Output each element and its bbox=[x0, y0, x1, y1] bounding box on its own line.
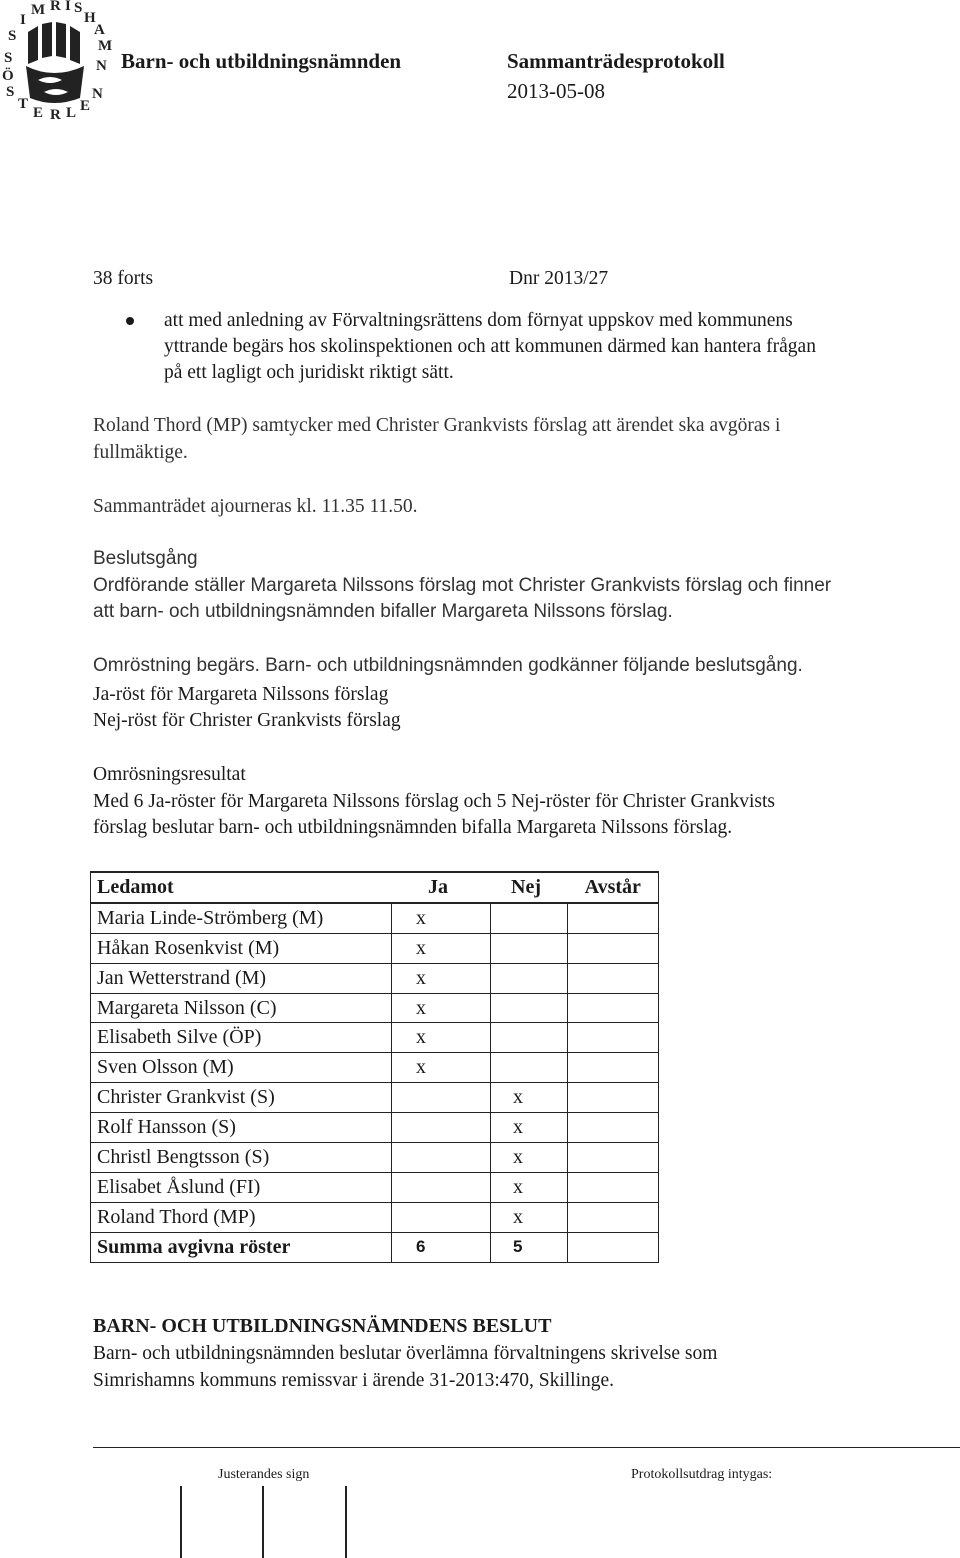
bullet-dot bbox=[126, 317, 134, 325]
svg-text:L: L bbox=[66, 105, 77, 121]
paragraph-line: Roland Thord (MP) samtycker med Christer Grankvists förslag att ärendet ska avgöras i bbox=[93, 415, 781, 436]
abstain-cell bbox=[568, 1083, 659, 1113]
vote-table bbox=[90, 871, 659, 1263]
member-name: Roland Thord (MP) bbox=[91, 1202, 392, 1232]
municipality-seal-logo bbox=[0, 0, 112, 125]
footer-justerandes-sign: Justerandes sign bbox=[218, 1467, 310, 1482]
paragraph-line: fullmäktige. bbox=[93, 442, 188, 463]
paragraph-line: Med 6 Ja-röster för Margareta Nilssons förslag och 5 Nej-röster för Christer Grankvists bbox=[93, 791, 775, 812]
header-date: 2013-05-08 bbox=[507, 79, 605, 103]
summary-yes: 6 bbox=[392, 1232, 491, 1262]
col-header-abstain: Avstår bbox=[568, 872, 659, 903]
no-cell: x bbox=[491, 1202, 568, 1232]
svg-text:S: S bbox=[74, 0, 83, 16]
bullet-line: på ett lagligt och juridiskt riktigt sätt. bbox=[164, 362, 454, 383]
yes-cell: x bbox=[392, 933, 491, 963]
svg-text:S: S bbox=[4, 50, 13, 66]
table-row bbox=[91, 963, 659, 993]
svg-text:T: T bbox=[18, 96, 29, 112]
table-row bbox=[91, 1083, 659, 1113]
yes-cell bbox=[392, 1143, 491, 1173]
no-cell bbox=[491, 1023, 568, 1053]
table-header-row bbox=[91, 872, 659, 903]
table-row bbox=[91, 903, 659, 933]
no-cell: x bbox=[491, 1113, 568, 1143]
table-row bbox=[91, 933, 659, 963]
svg-text:R: R bbox=[50, 107, 61, 123]
svg-text:A: A bbox=[94, 22, 105, 38]
svg-text:S: S bbox=[8, 28, 17, 44]
abstain-cell bbox=[568, 1202, 659, 1232]
yes-cell bbox=[392, 1172, 491, 1202]
member-name: Margareta Nilsson (C) bbox=[91, 993, 392, 1023]
adjourn-note: Sammanträdet ajourneras kl. 11.35 11.50. bbox=[93, 496, 418, 517]
member-name: Sven Olsson (M) bbox=[91, 1053, 392, 1083]
abstain-cell bbox=[568, 1053, 659, 1083]
case-number: Dnr 2013/27 bbox=[509, 268, 609, 289]
svg-text:Ö: Ö bbox=[2, 68, 14, 84]
table-row bbox=[91, 1023, 659, 1053]
no-cell bbox=[491, 933, 568, 963]
svg-text:I: I bbox=[20, 12, 26, 28]
col-header-member: Ledamot bbox=[91, 872, 392, 903]
paragraph-line: Omröstning begärs. Barn- och utbildningsnämnden godkänner följande beslutsgång. bbox=[93, 655, 803, 676]
header-org: Barn- och utbildningsnämnden bbox=[121, 49, 402, 73]
yes-cell: x bbox=[392, 963, 491, 993]
footer-utdrag-label: Protokollsutdrag intygas: bbox=[631, 1467, 773, 1482]
signature-line bbox=[345, 1486, 347, 1558]
svg-text:I: I bbox=[65, 0, 71, 14]
yes-cell bbox=[392, 1202, 491, 1232]
abstain-cell bbox=[568, 933, 659, 963]
no-cell: x bbox=[491, 1143, 568, 1173]
signature-line bbox=[262, 1486, 264, 1558]
summary-no: 5 bbox=[491, 1232, 568, 1262]
member-name: Rolf Hansson (S) bbox=[91, 1113, 392, 1143]
decision-line: Simrishamns kommuns remissvar i ärende 31-2013:470, Skillinge. bbox=[93, 1370, 615, 1391]
svg-text:S: S bbox=[6, 84, 15, 100]
table-row bbox=[91, 1172, 659, 1202]
table-row bbox=[91, 1143, 659, 1173]
yes-cell: x bbox=[392, 993, 491, 1023]
member-name: Christl Bengtsson (S) bbox=[91, 1143, 392, 1173]
svg-text:R: R bbox=[50, 0, 61, 14]
member-name: Jan Wetterstrand (M) bbox=[91, 963, 392, 993]
section-ref: 38 forts bbox=[93, 268, 154, 289]
svg-text:E: E bbox=[80, 98, 91, 114]
yes-cell bbox=[392, 1083, 491, 1113]
svg-text:M: M bbox=[31, 2, 46, 18]
yes-cell: x bbox=[392, 903, 491, 933]
bullet-line: att med anledning av Förvaltningsrättens dom förnyat uppskov med kommunens bbox=[164, 310, 793, 331]
table-row bbox=[91, 1113, 659, 1143]
svg-text:H: H bbox=[84, 10, 96, 26]
member-name: Håkan Rosenkvist (M) bbox=[91, 933, 392, 963]
abstain-cell bbox=[568, 903, 659, 933]
table-row bbox=[91, 993, 659, 1023]
summary-label: Summa avgivna röster bbox=[91, 1232, 392, 1262]
summary-abstain bbox=[568, 1232, 659, 1262]
bullet-line: yttrande begärs hos skolinspektionen och att kommunen därmed kan hantera frågan bbox=[164, 336, 816, 357]
col-header-yes: Ja bbox=[392, 872, 491, 903]
summary-row bbox=[91, 1232, 659, 1262]
paragraph-line: Ja-röst för Margareta Nilssons förslag bbox=[93, 684, 389, 705]
member-name: Elisabeth Silve (ÖP) bbox=[91, 1023, 392, 1053]
no-cell bbox=[491, 993, 568, 1023]
member-name: Elisabet Åslund (FI) bbox=[91, 1172, 392, 1202]
paragraph-line: Nej-röst för Christer Grankvists förslag bbox=[93, 710, 401, 731]
svg-text:E: E bbox=[33, 105, 44, 121]
member-name: Maria Linde-Strömberg (M) bbox=[91, 903, 392, 933]
no-cell: x bbox=[491, 1083, 568, 1113]
yes-cell bbox=[392, 1113, 491, 1143]
decision-heading: BARN- OCH UTBILDNINGSNÄMNDENS BESLUT bbox=[93, 1315, 552, 1337]
abstain-cell bbox=[568, 1143, 659, 1173]
yes-cell: x bbox=[392, 1023, 491, 1053]
member-name: Christer Grankvist (S) bbox=[91, 1083, 392, 1113]
no-cell bbox=[491, 903, 568, 933]
no-cell bbox=[491, 1053, 568, 1083]
col-header-no: Nej bbox=[491, 872, 568, 903]
paragraph-line: att barn- och utbildningsnämnden bifaller Margareta Nilssons förslag. bbox=[93, 601, 673, 622]
paragraph-line: Ordförande ställer Margareta Nilssons förslag mot Christer Grankvists förslag och finner bbox=[93, 575, 832, 596]
abstain-cell bbox=[568, 993, 659, 1023]
svg-text:M: M bbox=[98, 38, 112, 54]
decision-line: Barn- och utbildningsnämnden beslutar överlämna förvaltningens skrivelse som bbox=[93, 1343, 718, 1364]
svg-text:N: N bbox=[96, 58, 107, 74]
table-row bbox=[91, 1053, 659, 1083]
paragraph-line: förslag beslutar barn- och utbildningsnämnden bifalla Margareta Nilssons förslag. bbox=[93, 817, 733, 838]
footer-divider bbox=[93, 1447, 960, 1448]
yes-cell: x bbox=[392, 1053, 491, 1083]
abstain-cell bbox=[568, 963, 659, 993]
beslutsgang-heading: Beslutsgång bbox=[93, 548, 198, 569]
header-doc-type: Sammanträdesprotokoll bbox=[507, 49, 725, 73]
no-cell: x bbox=[491, 1172, 568, 1202]
table-row bbox=[91, 1202, 659, 1232]
abstain-cell bbox=[568, 1172, 659, 1202]
no-cell bbox=[491, 963, 568, 993]
signature-line bbox=[180, 1486, 182, 1558]
abstain-cell bbox=[568, 1023, 659, 1053]
svg-text:N: N bbox=[92, 86, 103, 102]
abstain-cell bbox=[568, 1113, 659, 1143]
result-heading: Omrösningsresultat bbox=[93, 764, 246, 785]
